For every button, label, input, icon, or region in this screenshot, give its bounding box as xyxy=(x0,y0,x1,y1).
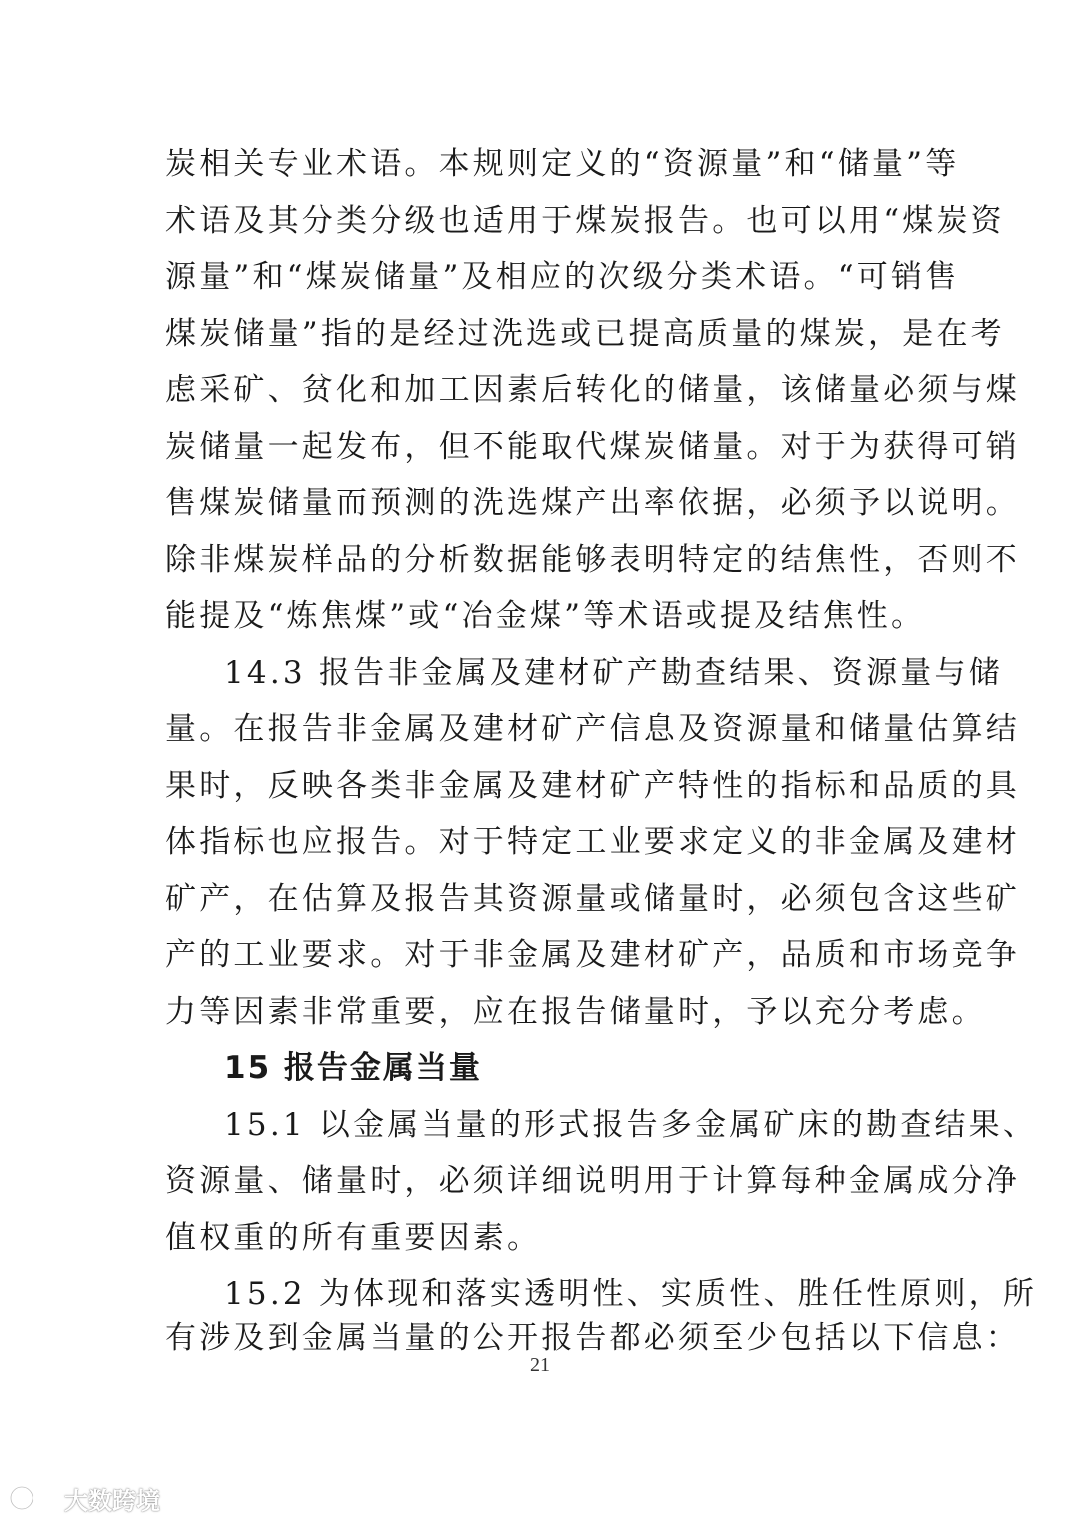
watermark-text: 大数跨境 xyxy=(64,1486,160,1515)
section-14-3-first-line: 14.3 报告非金属及建材矿产勘查结果、资源量与储 xyxy=(224,655,1003,691)
text-line: 虑采矿、贫化和加工因素后转化的储量，该储量必须与煤 xyxy=(165,372,1020,408)
text-line: 除非煤炭样品的分析数据能够表明特定的结焦性，否则不 xyxy=(165,542,1020,578)
text-line: 售煤炭储量而预测的洗选煤产出率依据，必须予以说明。 xyxy=(165,485,1020,521)
text-line: 有涉及到金属当量的公开报告都必须至少包括以下信息： xyxy=(165,1320,1020,1356)
section-15-1-first-line: 15.1 以金属当量的形式报告多金属矿床的勘查结果、 xyxy=(224,1107,1038,1143)
text-line: 炭储量一起发布，但不能取代煤炭储量。对于为获得可销 xyxy=(165,429,1020,465)
text-line: 果时，反映各类非金属及建材矿产特性的指标和品质的具 xyxy=(165,768,1020,804)
text-line: 值权重的所有重要因素。 xyxy=(165,1220,542,1256)
text-line: 产的工业要求。对于非金属及建材矿产，品质和市场竞争 xyxy=(165,937,1020,973)
section-15-heading: 15 报告金属当量 xyxy=(224,1050,482,1086)
text-line: 术语及其分类分级也适用于煤炭报告。也可以用“煤炭资 xyxy=(165,203,1005,239)
page-number: 21 xyxy=(530,1354,550,1376)
text-line: 能提及“炼焦煤”或“冶金煤”等术语或提及结焦性。 xyxy=(165,598,926,634)
text-line: 力等因素非常重要，应在报告储量时，予以充分考虑。 xyxy=(165,994,986,1030)
text-line: 资源量、储量时，必须详细说明用于计算每种金属成分净 xyxy=(165,1163,1020,1199)
watermark-logo-icon xyxy=(8,1480,60,1516)
text-line: 体指标也应报告。对于特定工业要求定义的非金属及建材 xyxy=(165,824,1020,860)
section-15-2-first-line: 15.2 为体现和落实透明性、实质性、胜任性原则，所 xyxy=(224,1276,1038,1312)
text-line: 矿产，在估算及报告其资源量或储量时，必须包含这些矿 xyxy=(165,881,1020,917)
text-line: 煤炭储量”指的是经过洗选或已提高质量的煤炭，是在考 xyxy=(165,316,1005,352)
watermark xyxy=(8,1478,160,1518)
text-line: 源量”和“煤炭储量”及相应的次级分类术语。“可销售 xyxy=(165,259,960,295)
text-line: 量。在报告非金属及建材矿产信息及资源量和储量估算结 xyxy=(165,711,1020,747)
text-line: 炭相关专业术语。本规则定义的“资源量”和“储量”等 xyxy=(165,146,960,182)
